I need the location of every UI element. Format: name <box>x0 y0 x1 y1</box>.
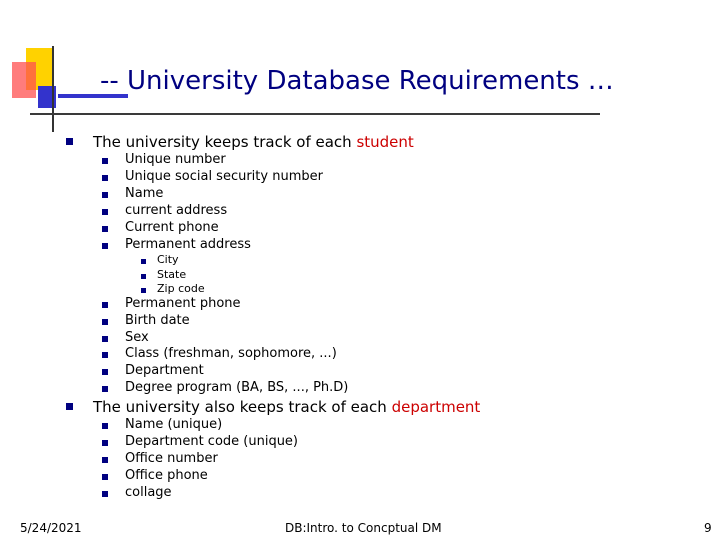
deco-vertical-line <box>52 46 54 132</box>
student-attribute: Unique number <box>125 152 226 167</box>
bullet-icon <box>102 192 108 198</box>
bullet-icon <box>102 319 108 325</box>
bullet-icon <box>102 352 108 358</box>
student-attribute: Unique social security number <box>125 169 323 184</box>
page-title: -- University Database Requirements … <box>100 66 614 96</box>
bullet-icon <box>102 226 108 232</box>
student-attribute: Department <box>125 363 204 379</box>
footer-date: 5/24/2021 <box>20 521 82 535</box>
department-heading-keyword: department <box>391 398 481 416</box>
address-part: Zip code <box>157 282 205 295</box>
bullet-icon <box>102 440 108 446</box>
department-attribute: Name (unique) <box>125 417 223 432</box>
bullet-icon <box>102 175 108 181</box>
bullet-icon <box>102 209 108 215</box>
student-attribute: Permanent phone <box>125 296 241 311</box>
student-heading-keyword: student <box>356 133 414 151</box>
student-attribute: current address <box>125 203 228 218</box>
bullet-icon <box>102 302 108 308</box>
footer-center-text: DB:Intro. to Concptual DM <box>285 521 442 535</box>
bullet-icon <box>102 457 108 463</box>
student-attribute: Class (freshman, sophomore, ...) <box>125 346 337 362</box>
deco-horizontal-line <box>30 113 600 115</box>
footer-page-number: 9 <box>704 521 712 535</box>
bullet-icon <box>66 403 73 410</box>
bullet-icon <box>102 369 108 375</box>
student-attribute: Birth date <box>125 312 190 328</box>
department-attribute: Office phone <box>125 468 208 483</box>
bullet-icon <box>141 274 146 279</box>
bullet-icon <box>102 474 108 480</box>
address-part: City <box>157 253 179 266</box>
student-attribute: Degree program (BA, BS, ..., Ph.D) <box>125 380 349 395</box>
deco-red-square <box>12 62 36 98</box>
student-attribute: Current phone <box>125 220 219 235</box>
bullet-icon <box>102 336 108 342</box>
bullet-icon <box>141 288 146 293</box>
bullet-icon <box>141 259 146 264</box>
student-attribute: Permanent address <box>125 237 251 252</box>
bullet-icon <box>66 138 73 145</box>
bullet-icon <box>102 243 108 249</box>
department-heading <box>93 398 480 416</box>
bullet-icon <box>102 423 108 429</box>
student-heading <box>93 133 414 151</box>
student-attribute: Name <box>125 186 164 201</box>
student-attribute: Sex <box>125 329 149 345</box>
address-part: State <box>157 267 187 281</box>
department-heading-prefix: The university also keeps track of each <box>93 398 392 416</box>
department-attribute: collage <box>125 485 172 500</box>
department-attribute: Office number <box>125 451 218 466</box>
student-heading-prefix: The university keeps track of each <box>93 133 357 151</box>
bullet-icon <box>102 491 108 497</box>
bullet-icon <box>102 386 108 392</box>
department-attribute: Department code (unique) <box>125 434 299 449</box>
bullet-icon <box>102 158 108 164</box>
